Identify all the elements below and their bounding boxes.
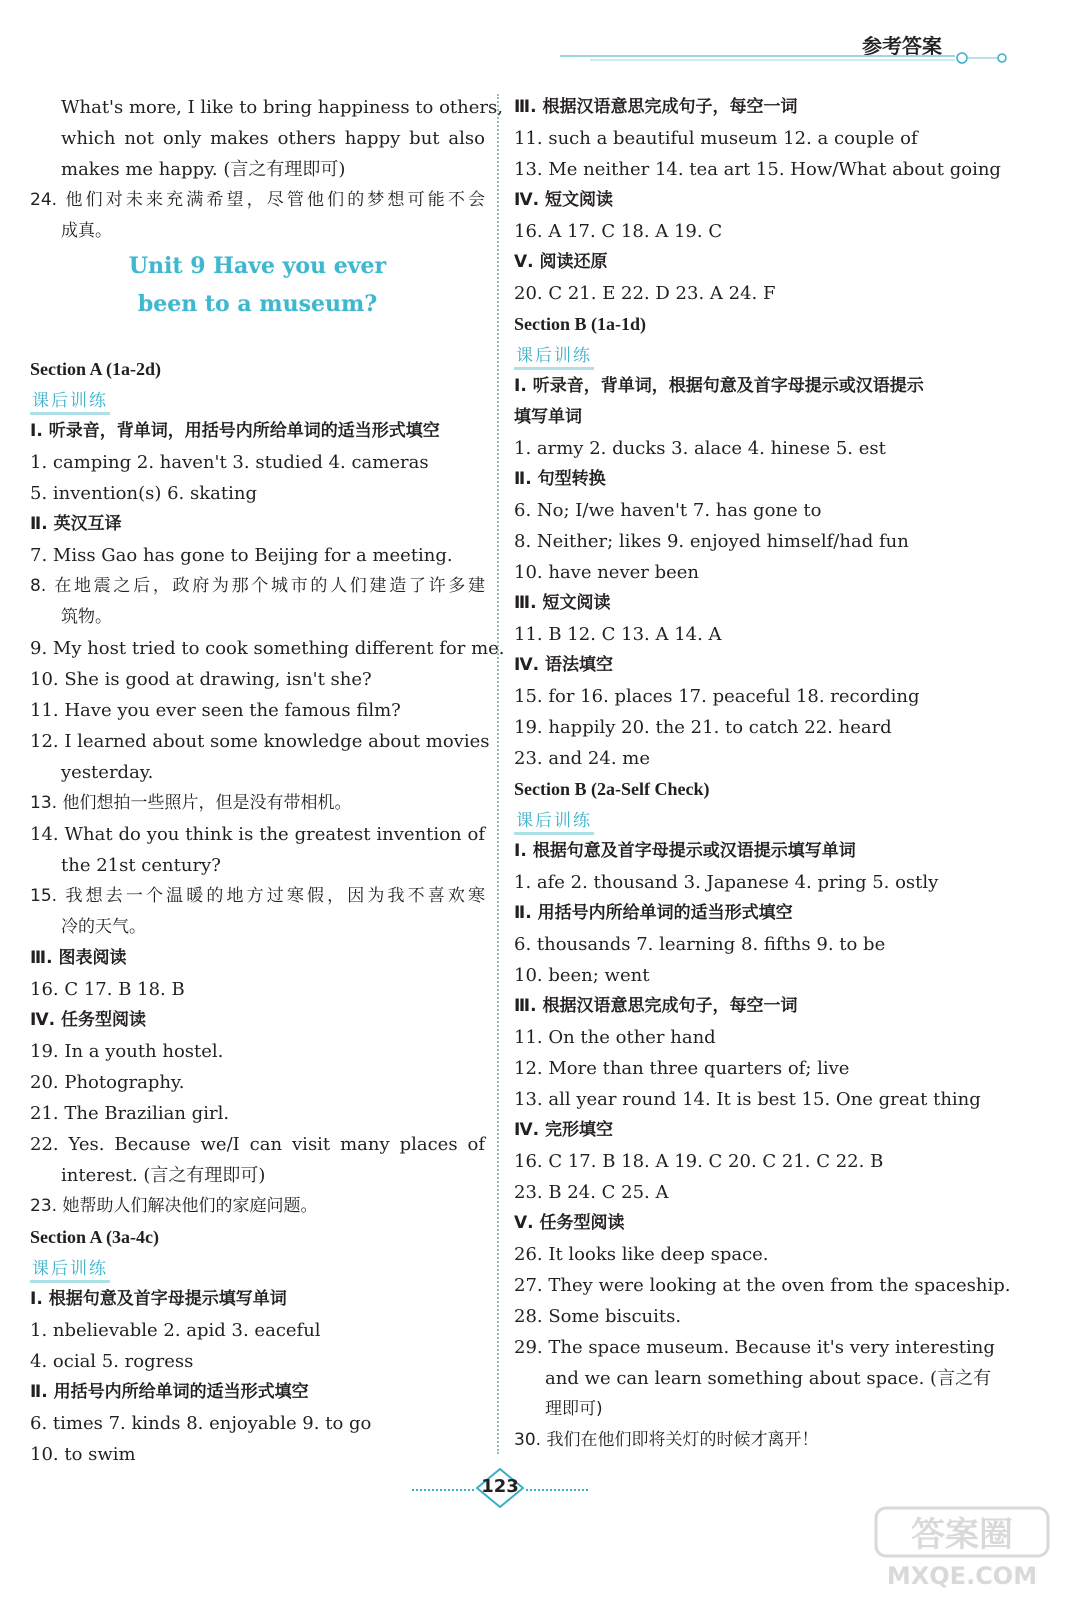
answer-line: 27. They were looking at the oven from the spaceship. <box>514 1275 1011 1296</box>
answer-line: 8. 在地震之后，政府为那个城市的人们建造了许多建 <box>30 576 485 596</box>
answer-line: 4. ocial 5. rogress <box>30 1351 194 1372</box>
answer-line: 11. On the other hand <box>514 1027 716 1048</box>
watermark-logo <box>872 1502 1052 1592</box>
practice-badge-label: 课后训练 <box>30 1258 110 1283</box>
section-heading: Section A (3a-4c) <box>30 1227 159 1247</box>
watermark-stamp-icon <box>872 1502 1052 1592</box>
question-heading: Ⅰ. 根据句意及首字母提示填写单词 <box>30 1289 287 1309</box>
answer-line: 7. Miss Gao has gone to Beijing for a meeting. <box>30 545 453 566</box>
question-heading: Ⅰ. 听录音，背单词，根据句意及首字母提示或汉语提示 <box>514 376 924 396</box>
practice-badge <box>30 1253 485 1284</box>
answer-line: 29. The space museum. Because it's very interesting <box>514 1337 995 1358</box>
answer-line: 1. army 2. ducks 3. alace 4. hinese 5. est <box>514 438 886 459</box>
answer-line: 1. afe 2. thousand 3. Japanese 4. pring 5. ostly <box>514 872 939 893</box>
question-heading: Ⅱ. 用括号内所给单词的适当形式填空 <box>514 903 793 923</box>
answer-line: 23. B 24. C 25. A <box>514 1182 669 1203</box>
answer-line: and we can learn something about space. (言之有 <box>545 1368 992 1389</box>
answer-line: 成真。 <box>61 221 112 241</box>
answer-line: 14. What do you think is the greatest invention of <box>30 824 485 845</box>
answer-line: 1. camping 2. haven't 3. studied 4. cameras <box>30 452 429 473</box>
question-heading: 填写单词 <box>514 407 582 427</box>
answer-line: 9. My host tried to cook something different for me. <box>30 638 505 659</box>
question-heading: Ⅳ. 完形填空 <box>514 1120 614 1140</box>
unit-title: been to a museum? <box>137 291 378 317</box>
svg-text:MXQE.COM: MXQE.COM <box>886 1562 1038 1590</box>
question-heading: Ⅲ. 根据汉语意思完成句子，每空一词 <box>514 996 798 1016</box>
question-heading: Ⅳ. 语法填空 <box>514 655 614 675</box>
answer-line: 21. The Brazilian girl. <box>30 1103 230 1124</box>
answer-line: 24. 他们对未来充满希望，尽管他们的梦想可能不会 <box>30 190 485 210</box>
column-divider <box>497 94 499 1454</box>
answer-line: 10. been; went <box>514 965 650 986</box>
section-heading: Section B (2a-Self Check) <box>514 779 710 799</box>
answer-line: 10. She is good at drawing, isn't she? <box>30 669 372 690</box>
page-header-title: 参考答案 <box>862 34 942 58</box>
question-heading: Ⅲ. 图表阅读 <box>30 948 127 968</box>
answer-line: 15. for 16. places 17. peaceful 18. recording <box>514 686 920 707</box>
answer-line: 16. C 17. B 18. B <box>30 979 185 1000</box>
practice-badge-label: 课后训练 <box>514 345 594 370</box>
question-heading: Ⅰ. 根据句意及首字母提示或汉语提示填写单词 <box>514 841 856 861</box>
answer-line: 1. nbelievable 2. apid 3. eaceful <box>30 1320 321 1341</box>
answer-line: 16. C 17. B 18. A 19. C 20. C 21. C 22. B <box>514 1151 884 1172</box>
question-heading: Ⅴ. 阅读还原 <box>514 252 608 272</box>
answer-line: 13. Me neither 14. tea art 15. How/What about going <box>514 159 1001 180</box>
answer-line: 19. happily 20. the 21. to catch 22. heard <box>514 717 892 738</box>
question-heading: Ⅲ. 短文阅读 <box>514 593 611 613</box>
practice-badge <box>514 340 984 371</box>
answer-line: 10. have never been <box>514 562 700 583</box>
section-heading: Section B (1a-1d) <box>514 314 646 334</box>
answer-line: makes me happy. (言之有理即可) <box>61 159 346 180</box>
question-heading: Ⅱ. 用括号内所给单词的适当形式填空 <box>30 1382 309 1402</box>
footer-dots-left <box>412 1489 474 1491</box>
header-decorative-rule <box>560 48 1010 70</box>
answer-line: 筑物。 <box>61 607 112 627</box>
page-number: 123 <box>481 1476 519 1497</box>
answer-line: 11. Have you ever seen the famous film? <box>30 700 401 721</box>
answer-line: 5. invention(s) 6. skating <box>30 483 257 504</box>
answer-line: 11. such a beautiful museum 12. a couple of <box>514 128 918 149</box>
page-number-badge <box>476 1468 524 1508</box>
answer-line: 6. thousands 7. learning 8. fifths 9. to be <box>514 934 886 955</box>
answer-line: 15. 我想去一个温暖的地方过寒假，因为我不喜欢寒 <box>30 886 485 906</box>
answer-line: 冷的天气。 <box>61 917 146 937</box>
question-heading: Ⅱ. 句型转换 <box>514 469 606 489</box>
answer-line: 23. 她帮助人们解决他们的家庭问题。 <box>30 1196 318 1216</box>
answer-line: interest. (言之有理即可) <box>61 1165 266 1186</box>
question-heading: Ⅳ. 任务型阅读 <box>30 1010 147 1030</box>
svg-text:答案圈: 答案圈 <box>911 1515 1013 1555</box>
question-heading: Ⅰ. 听录音，背单词，用括号内所给单词的适当形式填空 <box>30 421 440 441</box>
practice-badge <box>514 805 984 836</box>
right-answer-column <box>514 92 1011 1456</box>
answer-line: the 21st century? <box>61 855 221 876</box>
unit-title: Unit 9 Have you ever <box>128 253 387 279</box>
answer-line: 23. and 24. me <box>514 748 650 769</box>
answer-line: 30. 我们在他们即将关灯的时候才离开！ <box>514 1430 819 1450</box>
answer-line: which not only makes others happy but also <box>61 128 485 149</box>
answer-line: 11. B 12. C 13. A 14. A <box>514 624 722 645</box>
practice-badge-label: 课后训练 <box>514 810 594 835</box>
section-heading: Section A (1a-2d) <box>30 359 162 379</box>
question-heading: Ⅳ. 短文阅读 <box>514 190 614 210</box>
answer-line: 6. times 7. kinds 8. enjoyable 9. to go <box>30 1413 372 1434</box>
answer-line: 12. More than three quarters of; live <box>514 1058 850 1079</box>
answer-line: 20. Photography. <box>30 1072 185 1093</box>
answer-line: 22. Yes. Because we/I can visit many places of <box>30 1134 485 1155</box>
answer-line: 13. 他们想拍一些照片，但是没有带相机。 <box>30 793 352 813</box>
answer-line: 26. It looks like deep space. <box>514 1244 769 1265</box>
answer-line: 8. Neither; likes 9. enjoyed himself/had fun <box>514 531 909 552</box>
practice-badge <box>30 385 485 416</box>
answer-line: yesterday. <box>61 762 154 783</box>
question-heading: Ⅱ. 英汉互译 <box>30 514 122 534</box>
practice-badge-label: 课后训练 <box>30 390 110 415</box>
answer-line: 20. C 21. E 22. D 23. A 24. F <box>514 283 776 304</box>
left-answer-column <box>30 92 505 1470</box>
answer-line: 10. to swim <box>30 1444 136 1465</box>
answer-line: 28. Some biscuits. <box>514 1306 682 1327</box>
spacer <box>30 323 485 354</box>
answer-line: 13. all year round 14. It is best 15. One great thing <box>514 1089 981 1110</box>
answer-line: 19. In a youth hostel. <box>30 1041 224 1062</box>
question-heading: Ⅴ. 任务型阅读 <box>514 1213 625 1233</box>
answer-line: 12. I learned about some knowledge about movies <box>30 731 490 752</box>
answer-line: What's more, I like to bring happiness to others, <box>61 97 503 118</box>
footer-dots-right <box>526 1489 588 1491</box>
answer-line: 理即可) <box>545 1399 603 1419</box>
answer-line: 16. A 17. C 18. A 19. C <box>514 221 723 242</box>
question-heading: Ⅲ. 根据汉语意思完成句子，每空一词 <box>514 97 798 117</box>
answer-line: 6. No; I/we haven't 7. has gone to <box>514 500 822 521</box>
